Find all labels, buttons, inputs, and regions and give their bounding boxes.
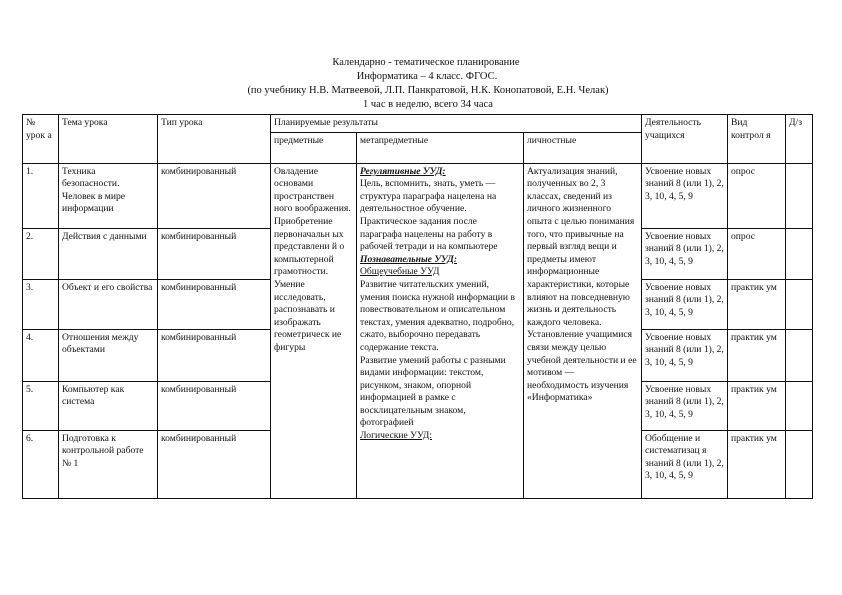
row-hw (786, 381, 813, 430)
row-activity: Усвоение новых знаний 8 (или 1), 2, 3, 10, 4, 5, 9 (642, 228, 728, 279)
row-hw (786, 279, 813, 329)
row-num: 4. (23, 329, 59, 381)
meta-regulative-text: Цель, вспомнить, знать, уметь — структура параграфа нацелена на деятельностное обучение. (360, 178, 497, 215)
col-header-topic: Тема урока (59, 115, 158, 164)
row-control: опрос (728, 163, 786, 228)
personal-text-1: Актуализация знаний, полученных во 2, 3 классах, сведений из личного жизненного опыта с целью понимания того, что привычные на первый взгляд вещи и предметы имеют информационные характеристики, которые влияют на повседневную жизнь и деятельность каждого человека. (527, 165, 635, 328)
personal-results (524, 163, 642, 498)
row-activity: Усвоение новых знаний 8 (или 1), 2, 3, 10, 4, 5, 9 (642, 163, 728, 228)
row-topic: Отношения между объектами (59, 329, 158, 381)
col-header-num: № урок а (23, 115, 59, 164)
row-control: практик ум (728, 430, 786, 498)
row-topic: Объект и его свойства (59, 279, 158, 329)
meta-results (357, 163, 524, 498)
header-hours: 1 час в неделю, всего 34 часа (363, 99, 493, 110)
header-textbook: (по учебнику Н.В. Матвеевой, Л.П. Панкратовой, Н.К. Конопатовой, Е.Н. Челак) (247, 85, 609, 96)
row-topic: Подготовка к контрольной работе № 1 (59, 430, 158, 498)
row-hw (786, 228, 813, 279)
row-activity: Усвоение новых знаний 8 (или 1), 2, 3, 10, 4, 5, 9 (642, 329, 728, 381)
row-type: комбинированный (158, 329, 271, 381)
meta-cognitive-heading: Познавательные УУД: (360, 253, 458, 265)
col-header-meta: метапредметные (357, 132, 524, 163)
col-header-activity: Деятельность учащихся (642, 115, 728, 164)
row-type: комбинированный (158, 279, 271, 329)
meta-info-text: Развитие умений работы с разными видами информации: текстом, рисунком, знаком, опорной информацией в рамке с восклицательным знаком, фотографией (360, 354, 506, 429)
row-type: комбинированный (158, 163, 271, 228)
meta-logical-heading: Логические УУД: (360, 430, 432, 442)
subject-results: Овладение основами пространствен ного воображения. Приобретение первоначальн ых представлени й о компьютерной грамотности. Умение исследовать, распознавать и изображать геометрическ ие фигуры (271, 163, 357, 498)
row-control: опрос (728, 228, 786, 279)
row-control: практик ум (728, 329, 786, 381)
row-activity: Усвоение новых знаний 8 (или 1), 2, 3, 10, 4, 5, 9 (642, 381, 728, 430)
row-activity: Обобщение и систематизац я знаний 8 (или 1), 2, 3, 10, 4, 5, 9 (642, 430, 728, 498)
meta-reading-text: Развитие читательских умений, умения поиска нужной информации в повествовательном и описательном текстах, умения адекватно, подробно, сжато, выборочно передавать содержание текста. (360, 278, 515, 353)
meta-regulative-heading: Регулятивные УУД: (360, 165, 446, 177)
col-header-planned: Планируемые результаты (271, 115, 642, 133)
personal-text-2: Установление учащимися связи между целью учебной деятельности и ее мотивом — необходимость изучения «Информатика» (527, 329, 637, 404)
row-activity: Усвоение новых знаний 8 (или 1), 2, 3, 10, 4, 5, 9 (642, 279, 728, 329)
header-title: Календарно - тематическое планирование (332, 57, 520, 68)
row-num: 3. (23, 279, 59, 329)
col-header-control: Вид контрол я (728, 115, 786, 164)
row-topic: Действия с данными (59, 228, 158, 279)
col-header-subject: предметные (271, 132, 357, 163)
row-topic: Техника безопасности. Человек в мире информации (59, 163, 158, 228)
row-num: 6. (23, 430, 59, 498)
planning-table (22, 114, 813, 499)
row-control: практик ум (728, 381, 786, 430)
row-num: 5. (23, 381, 59, 430)
row-topic: Компьютер как система (59, 381, 158, 430)
header-subject: Информатика – 4 класс. ФГОС. (356, 71, 498, 82)
row-hw (786, 329, 813, 381)
col-header-personal: личностные (524, 132, 642, 163)
meta-practice-text: Практическое задания после параграфа нацелены на работу в рабочей тетради и на компьютере (360, 215, 498, 253)
row-control: практик ум (728, 279, 786, 329)
col-header-hw: Д/з (786, 115, 813, 164)
col-header-type: Тип урока (158, 115, 271, 164)
table-row (23, 163, 813, 228)
meta-general-heading: Общеучебные УУД (360, 266, 440, 278)
row-num: 2. (23, 228, 59, 279)
row-type: комбинированный (158, 430, 271, 498)
row-hw (786, 430, 813, 498)
row-type: комбинированный (158, 381, 271, 430)
row-hw (786, 163, 813, 228)
row-num: 1. (23, 163, 59, 228)
document-header (0, 56, 842, 112)
row-type: комбинированный (158, 228, 271, 279)
